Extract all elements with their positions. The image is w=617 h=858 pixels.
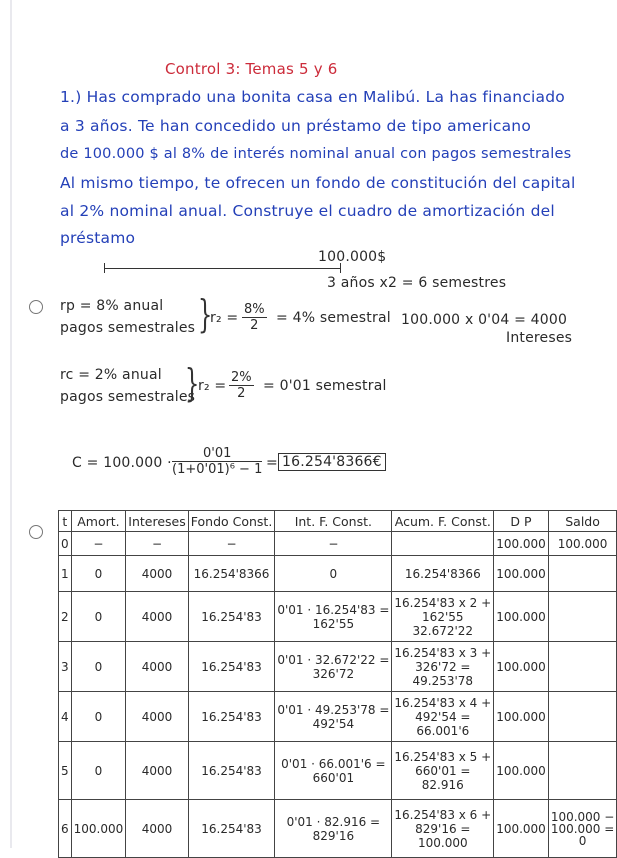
cell-period: 3 [59, 642, 72, 692]
cell-line: 162'55 [422, 609, 464, 624]
fraction-numerator: 8% [244, 302, 265, 317]
cell-line: 326'72 = [415, 659, 471, 674]
cell-line: 829'16 = [415, 821, 471, 836]
column-header: Acum. F. Const. [392, 511, 494, 532]
cell-fund-interest [275, 592, 392, 642]
page-title: Control 3: Temas 5 y 6 [165, 60, 338, 78]
cell-interest: 4000 [126, 692, 188, 742]
fraction-denominator: 2 [250, 318, 259, 333]
cell-accumulated [392, 592, 494, 642]
cell-debt: 100.000 [494, 532, 549, 556]
punch-hole [29, 300, 43, 314]
fraction-denominator: (1+0'01)⁶ − 1 [172, 462, 263, 477]
cell-line: 100.000 = [550, 821, 615, 836]
cell-period: 6 [59, 800, 72, 858]
cell-line: 0'01 · 66.001'6 = [281, 756, 386, 771]
cell-accumulated: 16.254'8366 [392, 556, 494, 592]
cell-interest: 4000 [126, 800, 188, 858]
cell-line: 82.916 [421, 777, 464, 792]
cell-accumulated [392, 692, 494, 742]
cell-period: 0 [59, 532, 72, 556]
cell-accumulated [392, 642, 494, 692]
interest-label: Intereses [506, 330, 573, 346]
r2c-result: = 0'01 semestral [263, 378, 387, 394]
cell-fund-interest [275, 742, 392, 800]
cell-accumulated [392, 800, 494, 858]
cell-interest: 4000 [126, 556, 188, 592]
cell-balance [548, 800, 617, 858]
cell-amortization: 0 [71, 556, 126, 592]
problem-line: préstamo [60, 229, 136, 247]
cell-amortization: 0 [71, 692, 126, 742]
cell-fund: 16.254'83 [188, 742, 275, 800]
cell-period: 1 [59, 556, 72, 592]
cell-debt: 100.000 [494, 592, 549, 642]
brace: } [197, 292, 213, 336]
cell-debt: 100.000 [494, 800, 549, 858]
cell-line: 16.254'83 x 4 + [394, 695, 492, 710]
cell-line: 326'72 [312, 666, 355, 681]
cell-fund-interest [275, 800, 392, 858]
cell-balance [548, 692, 617, 742]
table-row [59, 642, 617, 692]
cell-line: 492'54 [312, 716, 355, 731]
cell-line: 0'01 · 82.916 = [286, 814, 381, 829]
cell-fund-interest [275, 642, 392, 692]
rp-rate: rp = 8% anual [60, 298, 164, 314]
cell-line: 16.254'83 x 2 + [394, 595, 492, 610]
table-row [59, 556, 617, 592]
problem-line [60, 88, 565, 106]
table-row [59, 692, 617, 742]
cell-amortization: − [71, 532, 126, 556]
cell-fund: 16.254'83 [188, 692, 275, 742]
cell-interest: − [126, 532, 188, 556]
column-header: Amort. [71, 511, 126, 532]
table-row [59, 800, 617, 858]
brace: } [184, 361, 200, 405]
r2c-label: r₂ = [198, 378, 227, 394]
timeline-period: 3 años x2 = 6 semestres [327, 275, 507, 291]
problem-text: Has comprado una bonita casa en Malibú. La has financiado [86, 88, 565, 106]
table-row [59, 592, 617, 642]
fraction-numerator: 2% [231, 370, 252, 385]
cell-line: 0'01 · 49.253'78 = [277, 702, 390, 717]
problem-line: Al mismo tiempo, te ofrecen un fondo de constitución del capital [60, 174, 576, 192]
table-header-row [59, 511, 617, 532]
cell-period: 4 [59, 692, 72, 742]
cell-line: 16.254'83 x 6 + [394, 807, 492, 822]
rc-rate: rc = 2% anual [60, 367, 162, 383]
r2-result: = 4% semestral [276, 310, 391, 326]
cell-fund-interest [275, 692, 392, 742]
cell-line: 16.254'83 x 3 + [394, 645, 492, 660]
cell-line: 49.253'78 [412, 673, 474, 688]
cell-amortization: 0 [71, 742, 126, 800]
cell-fund-interest: 0 [275, 556, 392, 592]
column-header: Fondo Const. [188, 511, 275, 532]
timeline-line [104, 268, 341, 269]
timeline-tick [104, 263, 105, 273]
problem-line: a 3 años. Te han concedido un préstamo de tipo americano [60, 117, 532, 135]
cell-debt: 100.000 [494, 642, 549, 692]
formula-result: 16.254'8366€ [278, 453, 386, 471]
amortization-table [58, 510, 617, 858]
cell-interest: 4000 [126, 642, 188, 692]
cell-line: 660'01 = [415, 763, 471, 778]
cell-interest: 4000 [126, 592, 188, 642]
cell-line: 492'54 = [415, 709, 471, 724]
cell-period: 5 [59, 742, 72, 800]
cell-balance: 100.000 [548, 532, 617, 556]
cell-amortization: 100.000 [71, 800, 126, 858]
cell-balance [548, 556, 617, 592]
r2-label: r₂ = [210, 310, 239, 326]
cell-line: 16.254'83 x 5 + [394, 749, 492, 764]
timeline-amount: 100.000$ [318, 249, 387, 265]
cell-period: 2 [59, 592, 72, 642]
cell-line: 0'01 · 16.254'83 = [277, 602, 390, 617]
cell-line: 0'01 · 32.672'22 = [277, 652, 390, 667]
cell-balance [548, 742, 617, 800]
cell-line: 66.001'6 [416, 723, 470, 738]
fraction-denominator: 2 [237, 386, 246, 401]
table-row [59, 532, 617, 556]
formula-fraction [172, 446, 262, 477]
column-header: D P [494, 511, 549, 532]
cell-line: 100.000 [417, 835, 468, 850]
cell-fund: 16.254'83 [188, 642, 275, 692]
cell-fund: 16.254'8366 [188, 556, 275, 592]
cell-accumulated [392, 742, 494, 800]
problem-number: 1.) [60, 88, 82, 106]
cell-balance [548, 642, 617, 692]
fraction-numerator: 0'01 [172, 446, 262, 462]
cell-balance [548, 592, 617, 642]
cell-line: 32.672'22 [412, 623, 474, 638]
rc-payments: pagos semestrales [60, 389, 196, 405]
cell-amortization: 0 [71, 592, 126, 642]
cell-interest: 4000 [126, 742, 188, 800]
problem-line: de 100.000 $ al 8% de interés nominal anual con pagos semestrales [60, 146, 572, 162]
cell-line: 0 [578, 833, 587, 848]
cell-debt: 100.000 [494, 556, 549, 592]
punch-hole [29, 525, 43, 539]
formula-lhs: C = 100.000 · [72, 455, 172, 471]
cell-line: 100.000 − [550, 809, 615, 824]
cell-line: 162'55 [312, 616, 355, 631]
cell-fund: − [188, 532, 275, 556]
cell-amortization: 0 [71, 642, 126, 692]
cell-line: 660'01 [312, 770, 355, 785]
column-header: Int. F. Const. [275, 511, 392, 532]
r2c-fraction [229, 370, 254, 401]
cell-debt: 100.000 [494, 692, 549, 742]
problem-line: al 2% nominal anual. Construye el cuadro de amortización del [60, 202, 555, 220]
cell-debt: 100.000 [494, 742, 549, 800]
column-header: t [59, 511, 72, 532]
column-header: Intereses [126, 511, 188, 532]
margin-line [10, 0, 12, 848]
formula-equals: = [266, 455, 278, 471]
cell-fund: 16.254'83 [188, 592, 275, 642]
table-row [59, 742, 617, 800]
cell-line: 829'16 [312, 828, 355, 843]
column-header: Saldo [548, 511, 617, 532]
cell-fund-interest: − [275, 532, 392, 556]
cell-accumulated [392, 532, 494, 556]
cell-fund: 16.254'83 [188, 800, 275, 858]
rp-payments: pagos semestrales [60, 320, 196, 336]
interest-calc: 100.000 x 0'04 = 4000 [401, 312, 568, 328]
r2-fraction [242, 302, 267, 333]
